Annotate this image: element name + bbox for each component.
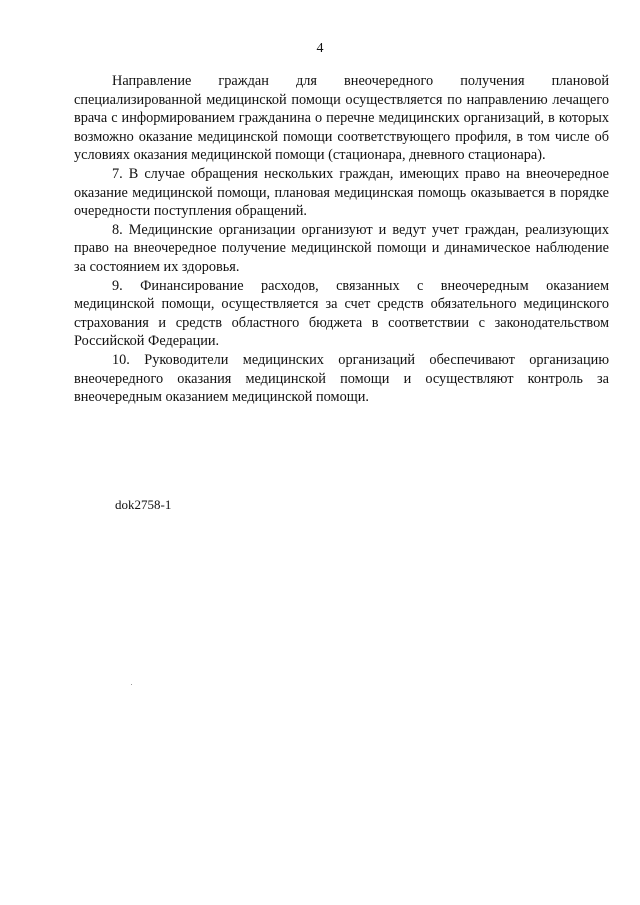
paragraph-8: 8. Медицинские организации организуют и ведут учет граждан, реализующих право на внеочередное получение медицинской помощи и динамическое наблюдение за состоянием их здоровья. — [74, 221, 609, 275]
page-number: 4 — [316, 41, 324, 56]
paragraph-9: 9. Финансирование расходов, связанных с внеочередным оказанием медицинской помощи, осуществляется за счет средств обязательного медицинского страхования и средств областного бюджета в соответствии с законодательством Российской Федерации. — [74, 277, 609, 350]
paragraph-referral: Направление граждан для внеочередного получения плановой специализированной медицинской помощи осуществляется по направлению лечащего врача с информированием гражданина о перечне медицинских организаций, в которых возможно оказание медицинской помощи соответствующего профиля, в том числе об условиях оказания медицинской помощи (стационара, дневного стационара). — [74, 73, 609, 164]
document-body — [74, 72, 609, 407]
paragraph-10: 10. Руководители медицинских организаций обеспечивают организацию внеочередного оказания медицинской помощи и осуществляют контроль за внеочередным оказанием медицинской помощи. — [74, 351, 609, 406]
paragraph-7: 7. В случае обращения нескольких граждан, имеющих право на внеочередное оказание медицинской помощи, плановая медицинская помощь оказывается в порядке очередности поступления обращений. — [74, 165, 609, 220]
scan-speck — [131, 684, 132, 685]
document-code: dok2758-1 — [115, 497, 172, 512]
